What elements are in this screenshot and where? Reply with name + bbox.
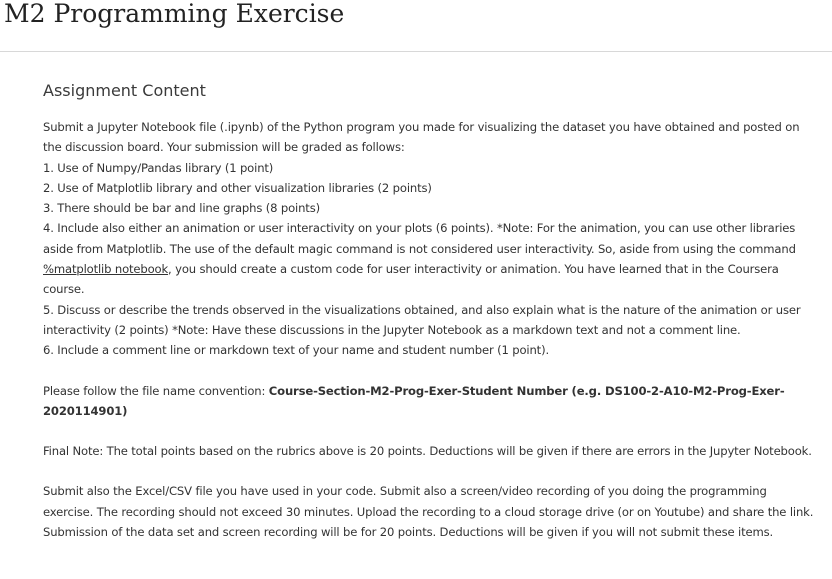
convention-value: Course-Section-M2-Prog-Exer-Student Number (e.g. DS100-2-A10-M2-Prog-Exer-2020114901) [43, 383, 785, 418]
final-note: Final Note: The total points based on the rubrics above is 20 points. Deductions will be given if there are errors in the Jupyter Notebook. [43, 444, 812, 459]
magic-command-text: %matplotlib notebook [43, 262, 169, 277]
section-heading: Assignment Content [43, 81, 206, 100]
rubric-item-2: 2. Use of Matplotlib library and other visualization libraries (2 points) [43, 180, 432, 195]
assignment-body [43, 117, 818, 542]
rubric-item-4-continued: , you should create a custom code for user interactivity or animation. You have learned that in the Coursera course. [43, 262, 779, 297]
rubric-item-4 [43, 218, 818, 299]
title-divider [0, 51, 832, 52]
rubric-item-1: 1. Use of Numpy/Pandas library (1 point) [43, 160, 274, 175]
rubric-item-5: 5. Discuss or describe the trends observed in the visualizations obtained, and also explain what is the nature of the animation or user interactivity (2 points) *Note: Have these discussions in the Jupyter Notebook as a markdown text and not a comment line. [43, 302, 801, 337]
file-name-convention [43, 381, 818, 422]
assignment-content [43, 79, 818, 542]
submit-also-note: Submit also the Excel/CSV file you have used in your code. Submit also a screen/video recording of you doing the programming exercise. The recording should not exceed 30 minutes. Upload the recording to a cloud storage drive (or on Youtube) and share the link. Submission of the data set and screen recording will be for 20 points. Deductions will be given if you will not submit these items. [43, 484, 814, 540]
page-title: M2 Programming Exercise [4, 0, 345, 28]
grading-paragraph [43, 117, 818, 361]
intro-text: Submit a Jupyter Notebook file (.ipynb) of the Python program you made for visualizing the dataset you have obtained and posted on the discussion board. Your submission will be graded as follows: [43, 120, 800, 155]
convention-label: Please follow the file name convention: [43, 383, 269, 398]
rubric-item-3: 3. There should be bar and line graphs (8 points) [43, 201, 320, 216]
rubric-item-4-text: 4. Include also either an animation or user interactivity on your plots (6 points). *Note: For the animation, you can use other libraries aside from Matplotlib. The use of the default magic command is not considered user interactivity. So, aside from using the command [43, 221, 796, 256]
rubric-item-6: 6. Include a comment line or markdown text of your name and student number (1 point). [43, 343, 549, 358]
